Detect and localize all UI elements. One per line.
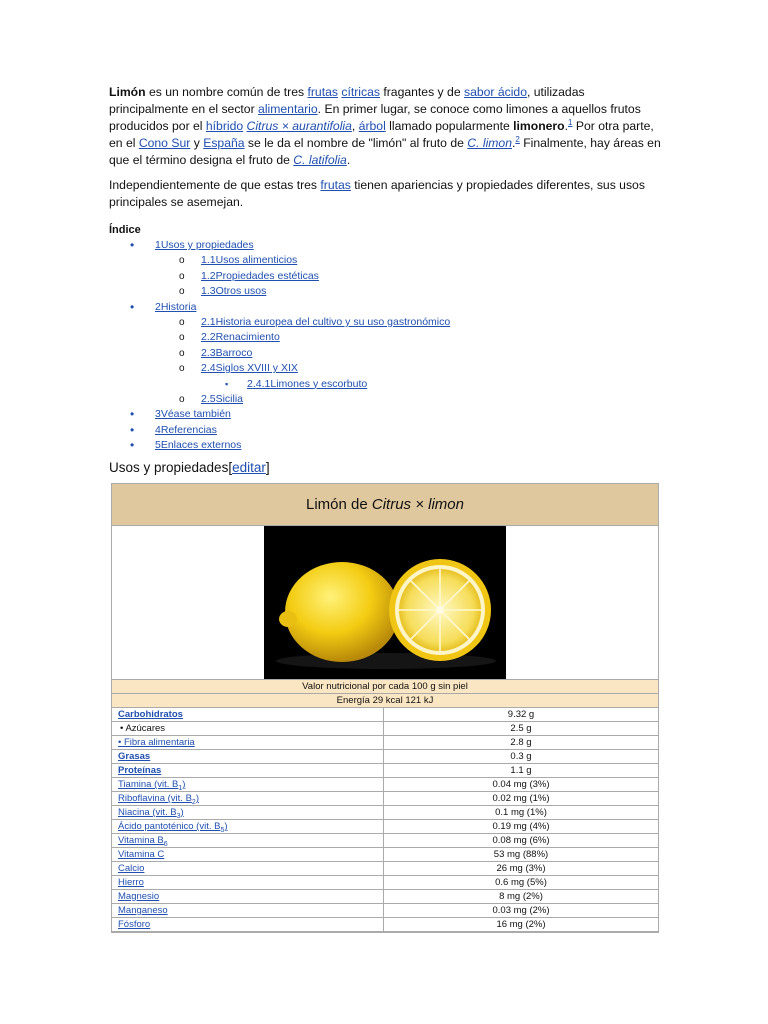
text: , utilizadas principalmente en el sector	[109, 85, 585, 116]
nutrient-link[interactable]: Hierro	[118, 877, 144, 888]
table-row	[112, 834, 658, 848]
toc-link[interactable]: 2.4.1Limones y escorbuto	[247, 377, 368, 390]
nutrient-link[interactable]: Calcio	[118, 863, 145, 874]
nutrient-link[interactable]: Niacina (vit. B	[118, 807, 177, 818]
nutrient-link[interactable]: Carbohidratos	[118, 709, 183, 720]
nutrient-value: 2.5 g	[510, 723, 532, 734]
toc-item	[109, 315, 661, 330]
table-row	[112, 848, 658, 862]
nutrient-value: 0.03 mg (2%)	[492, 905, 550, 916]
table-row	[112, 862, 658, 876]
bracket: [	[228, 459, 233, 475]
nutrient-name	[112, 834, 384, 847]
nutrient-value: 0.04 mg (3%)	[492, 779, 550, 790]
text: ,	[351, 119, 359, 133]
nutrient-name	[112, 848, 384, 861]
article-body	[109, 84, 661, 475]
table-of-contents	[109, 238, 661, 454]
link-citricas[interactable]: cítricas	[341, 85, 380, 99]
text: .	[564, 119, 569, 133]
nutrient-value: 0.02 mg (1%)	[492, 793, 550, 804]
term-bold: limonero	[513, 119, 565, 133]
toc-link[interactable]: 4Referencias	[155, 423, 217, 436]
toc-link[interactable]: 2.4Siglos XVIII y XIX	[201, 362, 298, 375]
paren: )	[195, 793, 199, 804]
nutrient-name	[112, 904, 384, 917]
lemon-photo	[264, 526, 506, 679]
text: Independientemente de que estas tres	[109, 178, 321, 192]
toc-title: Índice	[109, 224, 141, 236]
toc-item	[109, 346, 661, 361]
table-row	[112, 806, 658, 820]
toc-item	[109, 284, 661, 299]
toc-link[interactable]: 5Enlaces externos	[155, 439, 242, 452]
paren: )	[180, 807, 184, 818]
vitamin-subscript: 3	[176, 812, 181, 820]
nutrient-name	[112, 918, 384, 931]
vitamin-subscript: 2	[191, 798, 196, 806]
nutrient-value: 16 mg (2%)	[496, 919, 546, 930]
nutrient-link[interactable]: Fósforo	[118, 919, 151, 930]
nutrient-name	[112, 890, 384, 903]
text: .	[511, 136, 516, 150]
text: Por otra parte, en el	[109, 119, 654, 150]
toc-item	[109, 438, 661, 453]
nutrient-name	[112, 862, 384, 875]
lemon-image-icon	[264, 526, 506, 679]
image-cell	[112, 526, 658, 680]
toc-item	[109, 300, 661, 315]
toc-item	[109, 423, 661, 438]
nutrient-label: • Azúcares	[120, 723, 166, 734]
toc-item	[109, 392, 661, 407]
nutrient-value: 2.8 g	[510, 737, 532, 748]
vitamin-subscript: 6	[163, 840, 168, 848]
toc-link[interactable]: 1Usos y propiedades	[155, 239, 254, 251]
nutrient-value: 0.1 mg (1%)	[495, 807, 547, 818]
link-alimentario[interactable]: alimentario	[258, 102, 318, 116]
nutrient-link[interactable]: Riboflavina (vit. B	[118, 793, 192, 804]
section-heading	[109, 460, 661, 475]
table-row	[112, 792, 658, 806]
title-species: Citrus × limon	[371, 496, 464, 513]
energy-header: Energía 29 kcal 121 kJ	[112, 694, 658, 708]
nutrient-value: 0.6 mg (5%)	[495, 877, 547, 888]
nutrient-value: 53 mg (88%)	[493, 849, 549, 860]
text: . En primer lugar, se conoce como limones a aquellos frutos producidos por el	[109, 102, 641, 133]
text: se le da el nombre de "limón" al fruto de	[244, 136, 468, 150]
nutrient-name	[112, 750, 384, 763]
table-row	[112, 750, 658, 764]
table-row	[112, 918, 658, 932]
nutrition-header: Valor nutricional por cada 100 g sin piel	[112, 680, 658, 694]
table-row	[112, 820, 658, 834]
ref-2[interactable]: 2	[515, 134, 520, 144]
table-row	[112, 764, 658, 778]
section-title: Usos y propiedades	[109, 459, 229, 475]
vitamin-subscript: 1	[178, 784, 183, 792]
title-prefix: Limón de	[306, 496, 372, 513]
toc-link[interactable]: 2.5Sicilia	[201, 393, 244, 406]
table-row	[112, 722, 658, 736]
link-cono-sur[interactable]: Cono Sur	[138, 136, 191, 150]
paren: )	[224, 821, 228, 832]
link-arbol[interactable]: árbol	[358, 119, 386, 133]
toc-item	[109, 238, 661, 253]
link-espana[interactable]: España	[203, 136, 245, 150]
link-hibrido[interactable]: híbrido	[205, 119, 244, 133]
second-paragraph	[109, 177, 661, 211]
nutrient-link[interactable]: • Fibra alimentaria	[118, 737, 195, 748]
toc-link[interactable]: 2Historia	[155, 300, 197, 313]
nutrient-name	[112, 778, 384, 791]
toc-item	[109, 330, 661, 345]
toc-link[interactable]: 1.3Otros usos	[201, 285, 267, 298]
nutrient-name	[112, 820, 384, 833]
infobox-title	[112, 484, 658, 526]
toc-link[interactable]: 1.2Propiedades estéticas	[201, 269, 319, 282]
nutrient-link[interactable]: Magnesio	[118, 891, 160, 902]
text: tienen apariencias y propiedades diferentes, sus usos principales se asemejan.	[109, 178, 645, 209]
table-row	[112, 876, 658, 890]
nutrient-value: 9.32 g	[507, 709, 535, 720]
nutrient-link[interactable]: Manganeso	[118, 905, 168, 916]
nutrient-link[interactable]: Grasas	[118, 751, 151, 762]
toc-link[interactable]: 1.1Usos alimenticios	[201, 254, 298, 267]
toc-link[interactable]: 2.1Historia europea del cultivo y su uso gastronómico	[201, 316, 451, 329]
nutrient-name	[112, 876, 384, 889]
link-frutas-2[interactable]: frutas	[320, 178, 351, 192]
text: llamado popularmente	[385, 119, 514, 133]
link-citrus-aurantifolia[interactable]: Citrus × aurantifolia	[246, 119, 352, 133]
intro-paragraph	[109, 84, 661, 169]
nutrient-value: 0.19 mg (4%)	[492, 821, 550, 832]
toc-item	[109, 407, 661, 422]
table-row	[112, 708, 658, 722]
ref-1[interactable]: 1	[568, 117, 573, 127]
text: Finalmente, hay áreas en que el término designa el fruto de	[109, 136, 661, 167]
nutrient-value: 0.08 mg (6%)	[492, 835, 550, 846]
bracket: ]	[265, 459, 270, 475]
toc-item	[109, 377, 661, 392]
nutrient-link[interactable]: Ácido pantoténico (vit. B	[118, 821, 221, 832]
link-c-limon[interactable]: C. limon	[467, 136, 512, 150]
nutrition-rows	[112, 708, 658, 932]
nutrient-name	[112, 764, 384, 777]
nutrient-name	[112, 736, 384, 749]
link-sabor-acido[interactable]: sabor ácido	[463, 85, 527, 99]
toc-item	[109, 269, 661, 284]
term-bold: Limón	[109, 85, 146, 99]
nutrient-link[interactable]: Vitamina C	[118, 849, 165, 860]
toc-link[interactable]: 2.2Renacimiento	[201, 331, 280, 344]
table-row	[112, 736, 658, 750]
text: .	[346, 153, 351, 167]
text: y	[190, 136, 204, 150]
table-row	[112, 778, 658, 792]
table-row	[112, 890, 658, 904]
toc-link[interactable]: 3Véase también	[155, 408, 231, 421]
table-row	[112, 904, 658, 918]
nutrient-value: 26 mg (3%)	[496, 863, 546, 874]
paren: )	[182, 779, 186, 790]
text: es un nombre común de tres	[145, 85, 308, 99]
nutrient-name	[112, 792, 384, 805]
nutrient-value: 8 mg (2%)	[499, 891, 543, 902]
toc-item	[109, 361, 661, 376]
edit-link[interactable]: editar	[232, 459, 266, 475]
nutrient-link[interactable]: Proteínas	[118, 765, 162, 776]
nutrient-value: 1.1 g	[510, 765, 532, 776]
nutrient-link[interactable]: Tiamina (vit. B	[118, 779, 179, 790]
text: fragantes y de	[379, 85, 464, 99]
toc-link[interactable]: 2.3Barroco	[201, 346, 253, 359]
nutrient-name	[112, 722, 384, 735]
infobox	[111, 483, 659, 933]
toc-item	[109, 253, 661, 268]
link-frutas[interactable]: frutas	[307, 85, 338, 99]
vitamin-subscript: 5	[220, 826, 225, 834]
nutrient-value: 0.3 g	[510, 751, 532, 762]
link-c-latifolia[interactable]: C. latifolia	[293, 153, 347, 167]
nutrient-link[interactable]: Vitamina B	[118, 835, 164, 846]
nutrient-name	[112, 806, 384, 819]
nutrient-name	[112, 708, 384, 721]
